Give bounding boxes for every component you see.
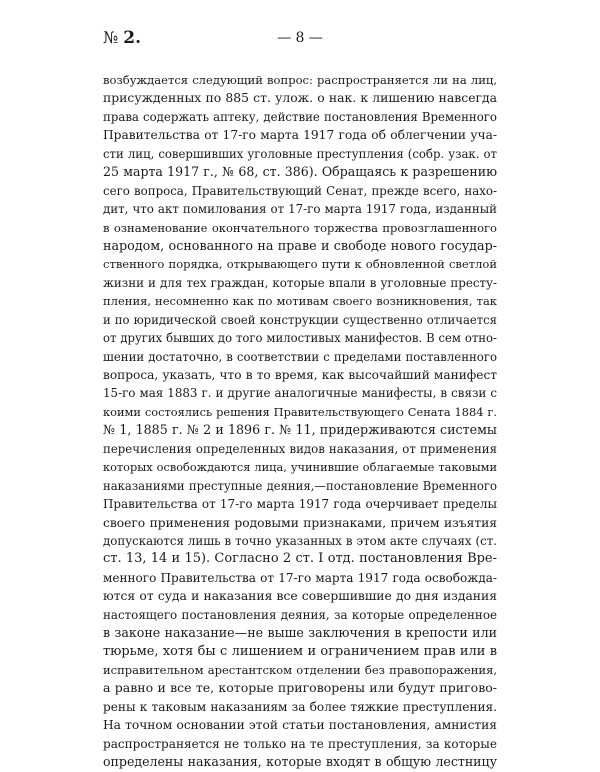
text-line: распространяется не только на те преступления, за которые xyxy=(103,736,497,751)
text-line: жизни и для тех граждан, которые впали в уголовные престу- xyxy=(103,275,497,290)
page-number: — 8 — xyxy=(277,30,323,46)
body-text xyxy=(103,71,497,772)
text-line: от других бывших до того милостивых манифестов. В сем отно- xyxy=(103,331,497,346)
text-line: шении достаточно, в соответствии с пределами поставленного xyxy=(103,349,497,364)
text-line: рены к таковым наказаниям за более тяжкие преступления. xyxy=(103,699,497,714)
text-line: 25 марта 1917 г., № 68, ст. 386). Обращаясь к разрешению xyxy=(103,164,497,180)
text-line: исправительном арестантском отделении без правопоражения, xyxy=(103,663,497,677)
text-line: определены наказания, которые входят в общую лестницу xyxy=(103,754,497,770)
text-line: народом, основанного на праве и свободе нового государ- xyxy=(103,237,497,253)
text-line: сего вопроса, Правительствующий Сенат, прежде всего, нахо- xyxy=(103,183,497,198)
text-line: № 1, 1885 г. № 2 и 1896 г. № 11, придерживаются системы xyxy=(103,422,497,438)
text-line: ственного порядка, открывающего пути к обновленной светлой xyxy=(103,257,497,272)
text-line: Правительства от 17-го марта 1917 года об облегчении уча- xyxy=(103,128,497,143)
text-line: перечисления определенных видов наказания, от применения xyxy=(103,441,497,456)
text-line: допускаются лишь в точно указанных в этом акте случаях (ст. xyxy=(103,533,497,548)
text-line: 15-го мая 1883 г. и другие аналогичные манифесты, в связи с xyxy=(103,386,497,401)
issue-prefix: № xyxy=(103,28,119,47)
issue-number-value: 2. xyxy=(123,28,141,48)
text-line: и по юридической своей конструкции существенно отличается xyxy=(103,312,497,327)
text-line: а равно и все те, которые приговорены или будут пригово- xyxy=(103,680,497,696)
text-line: наказаниями преступные деяния,—постановление Временного xyxy=(103,478,497,493)
text-line: коими состоялись решения Правительствующего Сената 1884 г. xyxy=(103,404,497,419)
text-line: своего применения родовыми признаками, причем изъятия xyxy=(103,515,497,530)
text-line: вопроса, указать, что в то время, как высочайший манифест xyxy=(103,368,497,382)
text-line: в законе наказание—не выше заключения в крепости или xyxy=(103,625,497,641)
text-line: права содержать аптеку, действие постановления Временного xyxy=(103,109,497,124)
text-line: присужденных по 885 ст. улож. о нак. к лишению навсегда xyxy=(103,91,497,106)
text-line: На точном основании этой статьи постановления, амнистия xyxy=(103,718,497,733)
text-line: менного Правительства от 17-го марта 1917 года освобожда- xyxy=(103,570,497,585)
text-line: пления, несомненно как по мотивам своего возникновения, так xyxy=(103,294,497,309)
text-line: ются от суда и наказания все совершившие до дня издания xyxy=(103,589,497,604)
text-line: ст. 13, 14 и 15). Согласно 2 ст. I отд. постановления Вре- xyxy=(103,551,497,567)
page-header xyxy=(103,28,497,52)
text-line: в ознаменование окончательного торжества провозглашенного xyxy=(103,220,497,235)
text-line: Правительства от 17-го марта 1917 года очерчивает пределы xyxy=(103,497,497,512)
text-line: настоящего постановления деяния, за которые определенное xyxy=(103,607,497,622)
text-line: сти лиц, совершивших уголовные преступления (собр. узак. от xyxy=(103,146,497,161)
text-line: возбуждается следующий вопрос: распространяется ли на лиц, xyxy=(103,73,497,87)
text-line: которых освобождаются лица, учинившие облагаемые таковыми xyxy=(103,460,497,475)
text-line: тюрьме, хотя бы с лишением и ограничением прав или в xyxy=(103,643,497,659)
text-line: дит, что акт помилования от 17-го марта 1917 года, изданный xyxy=(103,202,497,217)
